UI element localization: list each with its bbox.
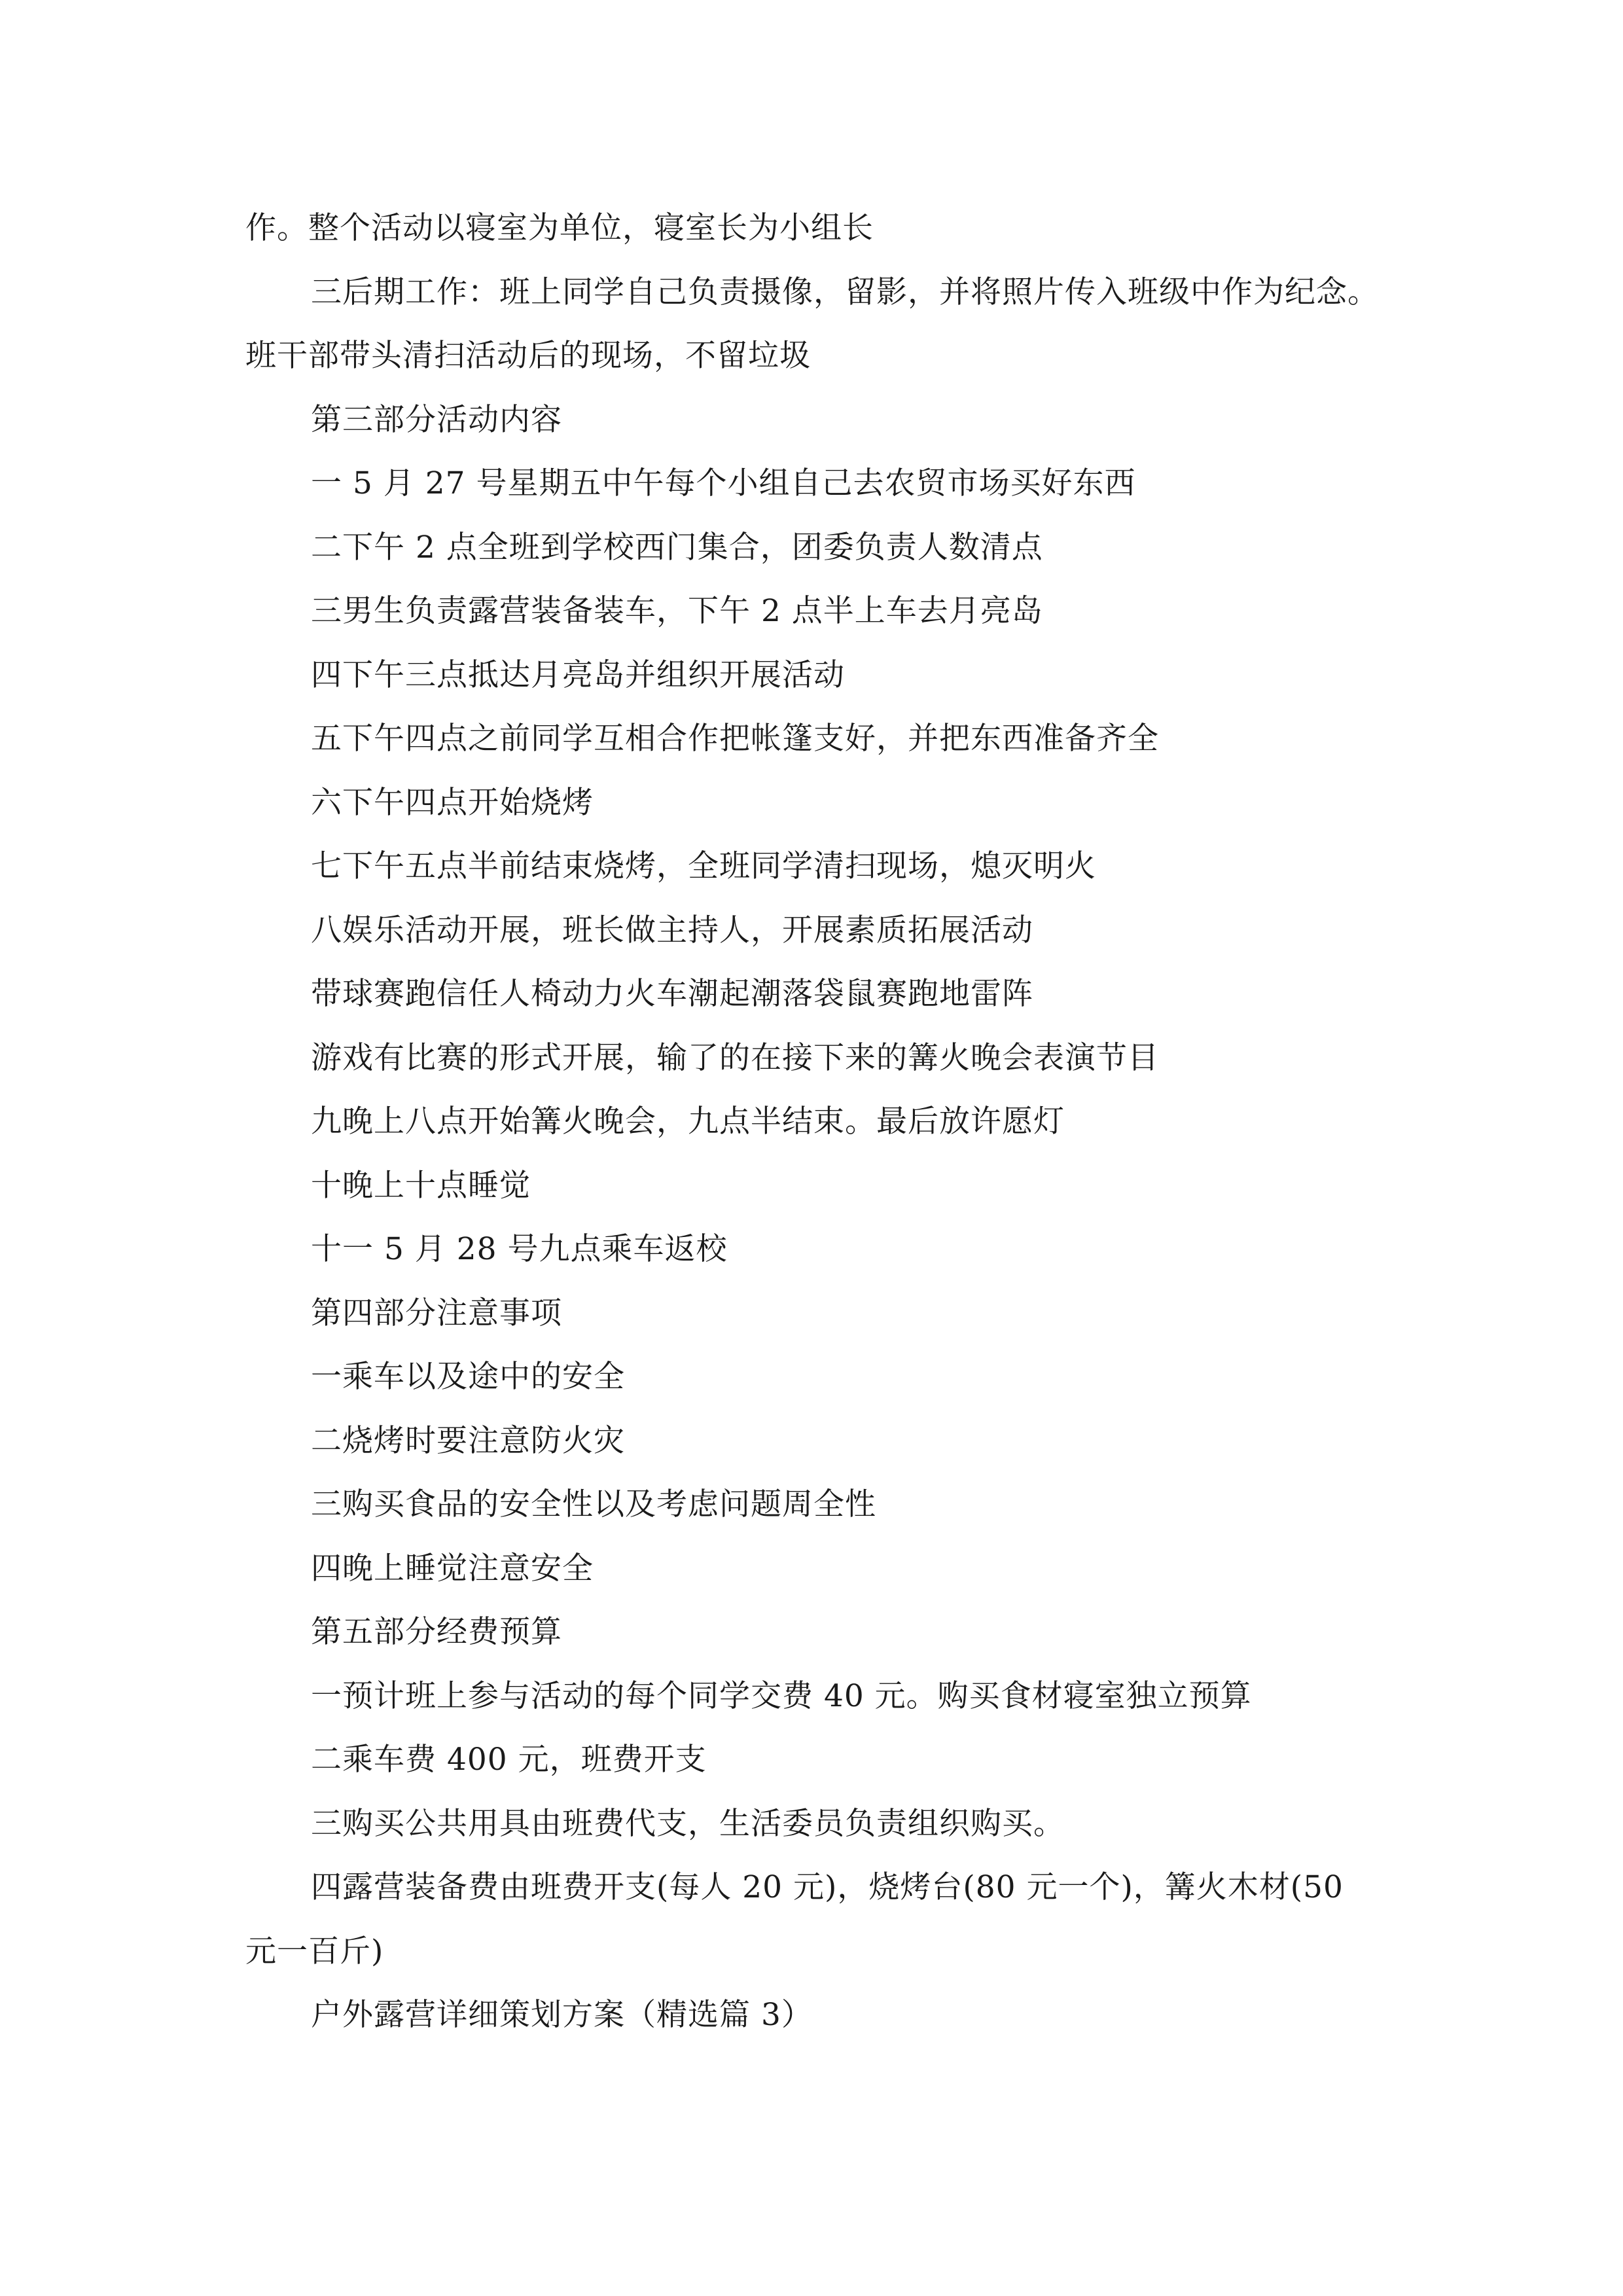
text-line: 作。整个活动以寝室为单位，寝室长为小组长 (245, 210, 874, 246)
text-line: 一乘车以及途中的安全 (311, 1359, 625, 1395)
text-line: 五下午四点之前同学互相合作把帐篷支好，并把东西准备齐全 (311, 721, 1159, 757)
text-line: 二下午 2 点全班到学校西门集合，团委负责人数清点 (311, 529, 1043, 565)
text-line: 四下午三点抵达月亮岛并组织开展活动 (311, 656, 845, 693)
text-line: 四晚上睡觉注意安全 (311, 1550, 594, 1587)
text-line: 四露营装备费由班费开支(每人 20 元)，烧烤台(80 元一个)，篝火木材(50 (311, 1869, 1344, 1905)
text-line: 班干部带头清扫活动后的现场，不留垃圾 (245, 338, 811, 374)
text-line: 十一 5 月 28 号九点乘车返校 (311, 1231, 728, 1267)
text-line: 三男生负责露营装备装车，下午 2 点半上车去月亮岛 (311, 593, 1043, 629)
text-line: 第三部分活动内容 (311, 401, 562, 438)
text-line: 带球赛跑信任人椅动力火车潮起潮落袋鼠赛跑地雷阵 (311, 976, 1033, 1012)
text-line: 二乘车费 400 元，班费开支 (311, 1742, 707, 1778)
text-line: 第四部分注意事项 (311, 1295, 562, 1331)
text-line: 一预计班上参与活动的每个同学交费 40 元。购买食材寝室独立预算 (311, 1677, 1252, 1714)
text-line: 十晚上十点睡觉 (311, 1167, 531, 1204)
text-line: 八娱乐活动开展，班长做主持人，开展素质拓展活动 (311, 912, 1033, 948)
text-line: 七下午五点半前结束烧烤，全班同学清扫现场，熄灭明火 (311, 848, 1096, 884)
text-line: 户外露营详细策划方案（精选篇 3） (311, 1997, 813, 2033)
text-line: 二烧烤时要注意防火灾 (311, 1422, 625, 1459)
text-line: 一 5 月 27 号星期五中午每个小组自己去农贸市场买好东西 (311, 465, 1136, 501)
document-body (245, 196, 1397, 2047)
text-line: 三购买食品的安全性以及考虑问题周全性 (311, 1486, 876, 1522)
text-line: 三购买公共用具由班费代支，生活委员负责组织购买。 (311, 1805, 1065, 1842)
text-line: 九晚上八点开始篝火晚会，九点半结束。最后放许愿灯 (311, 1103, 1065, 1139)
text-line: 元一百斤) (245, 1933, 384, 1969)
text-line: 六下午四点开始烧烤 (311, 784, 594, 821)
text-line: 游戏有比赛的形式开展，输了的在接下来的篝火晚会表演节目 (311, 1039, 1159, 1076)
text-line: 三后期工作：班上同学自己负责摄像，留影，并将照片传入班级中作为纪念。 (311, 274, 1379, 310)
text-line: 第五部分经费预算 (311, 1614, 562, 1650)
